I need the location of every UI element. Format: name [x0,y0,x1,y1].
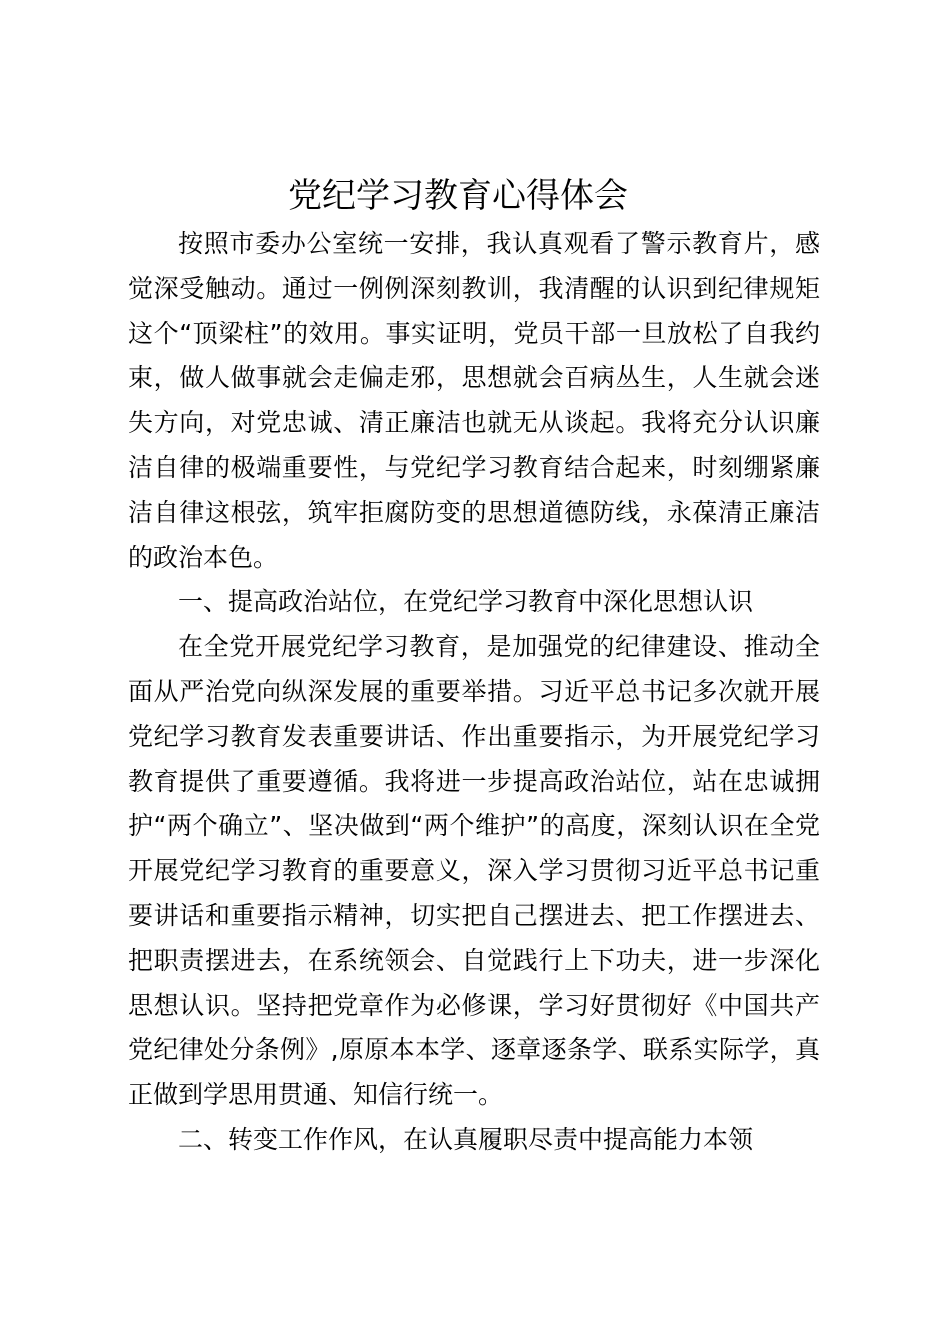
document-title: 党纪学习教育心得体会 [288,176,628,216]
section-heading-2: 二、转变工作作风，在认真履职尽责中提高能力本领 [178,1124,754,1154]
intro-paragraph: 按照市委办公室统一安排，我认真观看了警示教育片，感觉深受触动。通过一例例深刻教训，我清醒的认识到纪律规矩这个“顶梁柱”的效用。事实证明，党员干部一旦放松了自我约束，做人做事就会走偏走邪，思想就会百病丛生，人生就会迷失方向，对党忠诚、清正廉洁也就无从谈起。我将充分认识廉洁自律的极端重要性，与党纪学习教育结合起来，时刻绷紧廉洁自律这根弦，筑牢拒腐防变的思想道德防线，永葆清正廉洁的政治本色。 [128,229,820,572]
section-1-paragraph: 在全党开展党纪学习教育，是加强党的纪律建设、推动全面从严治党向纵深发展的重要举措。习近平总书记多次就开展党纪学习教育发表重要讲话、作出重要指示，为开展党纪学习教育提供了重要遵循。我将进一步提高政治站位，站在忠诚拥护“两个确立”、坚决做到“两个维护”的高度，深刻认识在全党开展党纪学习教育的重要意义，深入学习贯彻习近平总书记重要讲话和重要指示精神，切实把自己摆进去、把工作摆进去、把职责摆进去，在系统领会、自觉践行上下功夫，进一步深化思想认识。坚持把党章作为必修课，学习好贯彻好《中国共产党纪律处分条例》,原原本本学、逐章逐条学、联系实际学，真正做到学思用贯通、知信行统一。 [128,632,820,1110]
section-heading-1: 一、提高政治站位，在党纪学习教育中深化思想认识 [178,587,754,617]
document-body [128,222,820,1163]
